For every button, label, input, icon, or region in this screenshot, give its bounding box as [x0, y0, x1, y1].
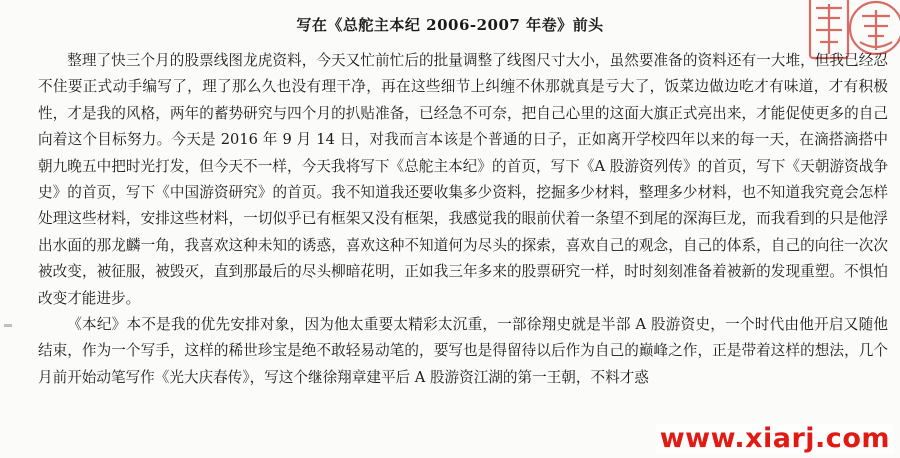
- paragraph-2: 《本纪》本不是我的优先安排对象，因为他太重要太精彩太沉重，一部徐翔史就是半部 A 股游资史，一个时代由他开启又随他结束，作为一个写手，这样的稀世珍宝是绝不敢轻易动笔的，要写也是得留待以后作为自己的巅峰之作，正是带着这样的想法，几个月前开始动笔写作《光大庆春传》，写这个继徐翔章建平后 A 股游资江湖的第一王朝，不料才惑: [38, 316, 888, 386]
- margin-mark: [4, 324, 12, 327]
- body-text: [38, 48, 888, 391]
- paragraph-1: 整理了快三个月的股票线图龙虎资料，今天又忙前忙后的批量调整了线图尺寸大小，虽然要准备的资料还有一大堆，但我已经忍不住要正式动手编写了，理了那么久也没有理干净，再在这些细节上纠缠不休那就真是亏大了，饭菜边做边吃才有味道，才有积极性，才是我的风格，两年的蓄势研究与四个月的扒贴准备，已经急不可奈，把自己心里的这面大旗正式亮出来，才能促使更多的自己向着这个目标努力。今天是 2016 年 9 月 14 日，对我而言本该是个普通的日子，正如离开学校四年以来的每一天，在滴搭滴搭中朝九晚五中把时光打发，但今天不一样，今天我将写下《总舵主本纪》的首页，写下《A 股游资列传》的首页，写下《天朝游资战争史》的首页，写下《中国游资研究》的首页。我不知道我还要收集多少资料，挖掘多少材料，整理多少材料，也不知道我究竟会怎样处理这些材料，安排这些材料，一切似乎已有框架又没有框架，我感觉我的眼前伏着一条望不到尾的深海巨龙，而我看到的只是他浮出水面的那龙麟一角，我喜欢这种未知的诱惑，喜欢这种不知道何为尽头的探索，喜欢自己的观念，自己的体系，自己的向往一次次被改变，被征服，被毁灭，直到那最后的尽头柳暗花明，正如我三年多来的股票研究一样，时时刻刻准备着被新的发现重塑。不惧怕改变才能进步。: [38, 52, 888, 307]
- site-watermark: www.xiarj.com: [656, 424, 894, 454]
- page-title: 写在《总舵主本纪 2006-2007 年卷》前头: [296, 16, 604, 34]
